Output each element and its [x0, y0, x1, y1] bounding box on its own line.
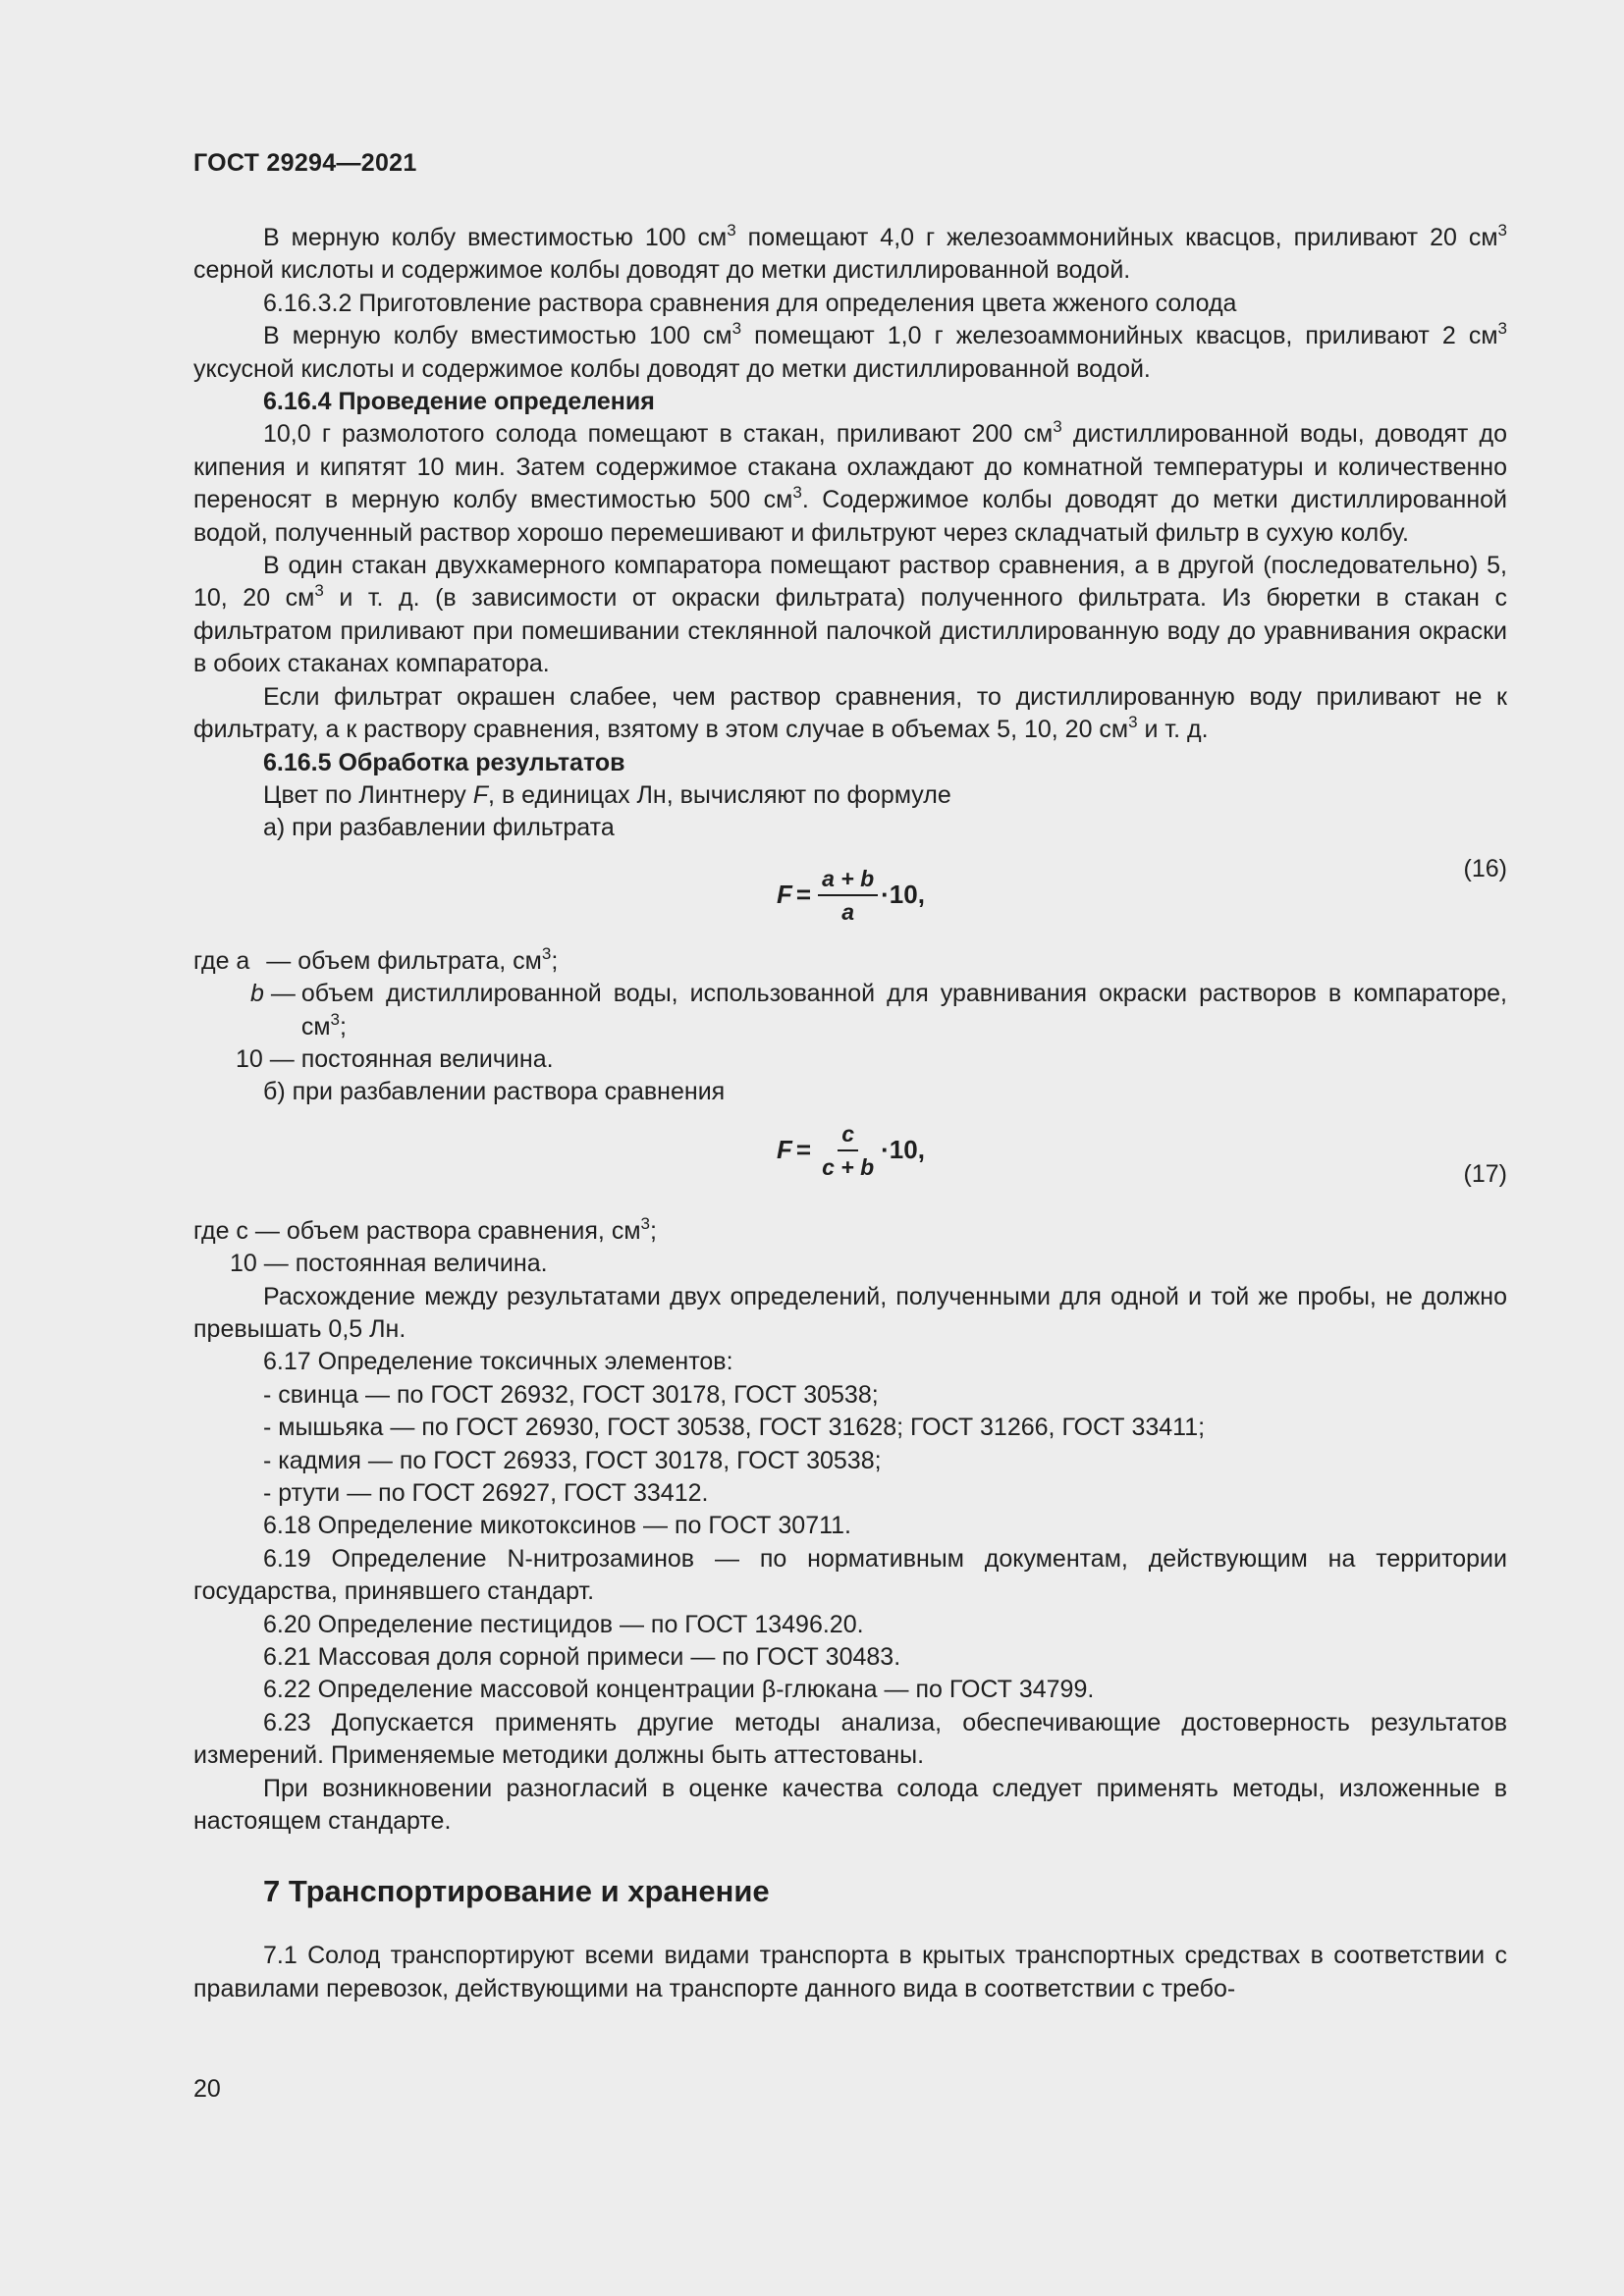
equation-number: (17)	[1463, 1159, 1507, 1188]
text-run: В мерную колбу вместимостью 100 см	[263, 224, 728, 251]
denominator: c + b	[822, 1153, 875, 1180]
definition-text: объем фильтрата, см	[298, 946, 542, 975]
definition-label: где a	[193, 946, 250, 975]
text-run: серной кислоты и содержимое колбы доводят до метки дистиллированной водой.	[193, 256, 1131, 285]
superscript: 3	[1497, 221, 1507, 240]
formula-body	[777, 845, 925, 945]
fraction	[818, 865, 878, 926]
text-run: , в единицах Лн, вычисляют по формуле	[488, 780, 951, 809]
formula-16	[193, 845, 1507, 945]
formula-lhs: F	[777, 1135, 792, 1165]
superscript: 3	[1128, 713, 1138, 732]
text-run: . Содержимое колбы доводят до метки дистиллированной водой, полученный раствор хорошо перемешивают и фильтруют через складчатый фильтр в сухую колбу.	[193, 486, 1507, 547]
clause-6-19: 6.19 Определение N-нитрозаминов — по нормативным документам, действующим на территории государства, принявшего стандарт.	[193, 1544, 1507, 1606]
superscript: 3	[314, 581, 324, 601]
text-run: помещают 1,0 г железоаммонийных квасцов, приливают 2 см	[741, 322, 1498, 350]
text-run: В один стакан двухкамерного компаратора помещают раствор сравнения, а в другой (последовательно) 5, 10, 20 см	[193, 552, 1507, 613]
formula-multiplier: ·10,	[881, 1135, 925, 1165]
text-run: и т. д.	[1137, 716, 1209, 744]
numerator: c	[838, 1120, 858, 1151]
text-run: ;	[340, 1012, 347, 1041]
denominator: a	[841, 898, 854, 925]
formula-equals: =	[795, 880, 812, 910]
paragraph	[193, 681, 1507, 747]
paragraph	[193, 779, 1507, 812]
variable: F	[472, 780, 489, 809]
section-heading-6-16-4: 6.16.4 Проведение определения	[263, 388, 655, 416]
superscript: 3	[1053, 417, 1062, 437]
formula-multiplier: ·10,	[881, 880, 925, 910]
definition-label: где c	[193, 1216, 248, 1245]
definition-item	[193, 1215, 1507, 1248]
clause-6-23: 6.23 Допускается применять другие методы анализа, обеспечивающие достоверность результатов измерений. Применяемые методики должны быть аттестованы.	[193, 1708, 1507, 1770]
clause-6-17: 6.17 Определение токсичных элементов:	[263, 1348, 733, 1376]
definition-text: объем дистиллированной воды, использованной для уравнивания окраски растворов в компараторе, см	[300, 980, 1507, 1041]
text-run: ;	[551, 946, 559, 975]
formula-17	[193, 1109, 1507, 1215]
definition-item	[193, 1248, 1507, 1280]
definition-label: 10	[230, 1250, 257, 1278]
clause-6-18: 6.18 Определение микотоксинов — по ГОСТ 30711.	[263, 1512, 851, 1540]
list-item: - свинца — по ГОСТ 26932, ГОСТ 30178, ГОСТ 30538;	[263, 1380, 879, 1409]
superscript: 3	[541, 943, 552, 963]
clause-6-21: 6.21 Массовая доля сорной примеси — по ГОСТ 30483.	[263, 1643, 901, 1672]
definition-dash: —	[254, 1216, 280, 1245]
definition-body	[296, 978, 1507, 1043]
superscript: 3	[330, 1009, 341, 1029]
section-heading-6-16-5: 6.16.5 Обработка результатов	[263, 748, 625, 776]
text-run: и т. д. (в зависимости от окраски фильтрата) полученного фильтрата. Из бюретки в стакан с фильтратом приливают при помешивании стеклянной палочкой дистиллированную воду до уравнивания окраски в обоих стаканах компаратора.	[193, 584, 1508, 678]
paragraph: Расхождение между результатами двух определений, полученными для одной и той же пробы, не должно превышать 0,5 Лн.	[193, 1282, 1507, 1343]
definition-dash: —	[266, 946, 292, 975]
text-run: В мерную колбу вместимостью 100 см	[263, 322, 732, 350]
text-run: Цвет по Линтнеру	[263, 780, 473, 809]
list-item: - кадмия — по ГОСТ 26933, ГОСТ 30178, ГОСТ 30538;	[263, 1446, 882, 1474]
numerator: a + b	[818, 865, 878, 896]
clause-6-22: 6.22 Определение массовой концентрации β-глюкана — по ГОСТ 34799.	[263, 1676, 1095, 1704]
definition-item	[193, 945, 1507, 978]
definition-label: 10	[236, 1044, 263, 1073]
formula-body	[777, 1109, 925, 1192]
formula-lhs: F	[777, 880, 792, 910]
text-run: дистиллированной воды, доводят до кипения и кипятят 10 мин. Затем содержимое стакана охлаждают до комнатной температуры и количественно переносят в мерную колбу вместимостью 500 см	[193, 420, 1507, 514]
paragraph	[193, 222, 1507, 288]
paragraph	[193, 550, 1507, 681]
formula-equals: =	[795, 1135, 812, 1165]
paragraph	[193, 418, 1507, 550]
paragraph: При возникновении разногласий в оценке качества солода следует применять методы, изложенные в настоящем стандарте.	[193, 1774, 1507, 1836]
superscript: 3	[792, 483, 802, 503]
superscript: 3	[1497, 319, 1507, 339]
equation-number: (16)	[1463, 854, 1507, 882]
text-run: помещают 4,0 г железоаммонийных квасцов, приливают 20 см	[735, 224, 1498, 251]
definition-text: постоянная величина.	[295, 1250, 548, 1278]
definitions-17	[193, 1215, 1507, 1281]
list-item: а) при разбавлении фильтрата	[263, 814, 615, 842]
clause-7-1: 7.1 Солод транспортируют всеми видами транспорта в крытых транспортных средствах в соответствии с правилами перевозок, действующими на транспорте данного вида в соответствии с требо-	[193, 1942, 1507, 2002]
text-run: 10,0 г размолотого солода помещают в стакан, приливают 200 см	[263, 420, 1054, 449]
subclause-title: 6.16.3.2 Приготовление раствора сравнения для определения цвета жженого солода	[263, 289, 1237, 317]
text-run: ;	[649, 1216, 657, 1245]
definition-dash: —	[270, 980, 296, 1008]
list-item: - мышьяка — по ГОСТ 26930, ГОСТ 30538, ГОСТ 31628; ГОСТ 31266, ГОСТ 33411;	[263, 1414, 1206, 1442]
list-item: - ртути — по ГОСТ 26927, ГОСТ 33412.	[263, 1479, 709, 1507]
section-heading-7: 7 Транспортирование и хранение	[263, 1874, 770, 1909]
definition-item	[193, 978, 1507, 1043]
text-run: уксусной кислоты и содержимое колбы доводят до метки дистиллированной водой.	[193, 354, 1151, 383]
fraction	[818, 1120, 878, 1181]
definition-label: b	[250, 980, 264, 1008]
definitions-16	[193, 945, 1507, 1077]
superscript: 3	[727, 221, 736, 240]
superscript: 3	[731, 319, 742, 339]
list-item: б) при разбавлении раствора сравнения	[263, 1078, 726, 1106]
document-header-code: ГОСТ 29294—2021	[193, 149, 417, 177]
definition-item	[193, 1043, 1507, 1076]
text-run: Если фильтрат окрашен слабее, чем раствор сравнения, то дистиллированную воду приливают не к фильтрату, а к раствору сравнения, взятому в этом случае в объемах 5, 10, 20 см	[193, 682, 1507, 744]
clause-6-20: 6.20 Определение пестицидов — по ГОСТ 13496.20.	[263, 1610, 864, 1638]
page-number: 20	[193, 2075, 221, 2103]
definition-dash: —	[269, 1044, 295, 1073]
definition-text: объем раствора сравнения, см	[286, 1216, 641, 1245]
definition-dash: —	[263, 1250, 289, 1278]
definition-text: постоянная величина.	[300, 1044, 554, 1073]
superscript: 3	[640, 1213, 650, 1233]
paragraph	[193, 320, 1507, 386]
page-body	[193, 222, 1507, 2005]
